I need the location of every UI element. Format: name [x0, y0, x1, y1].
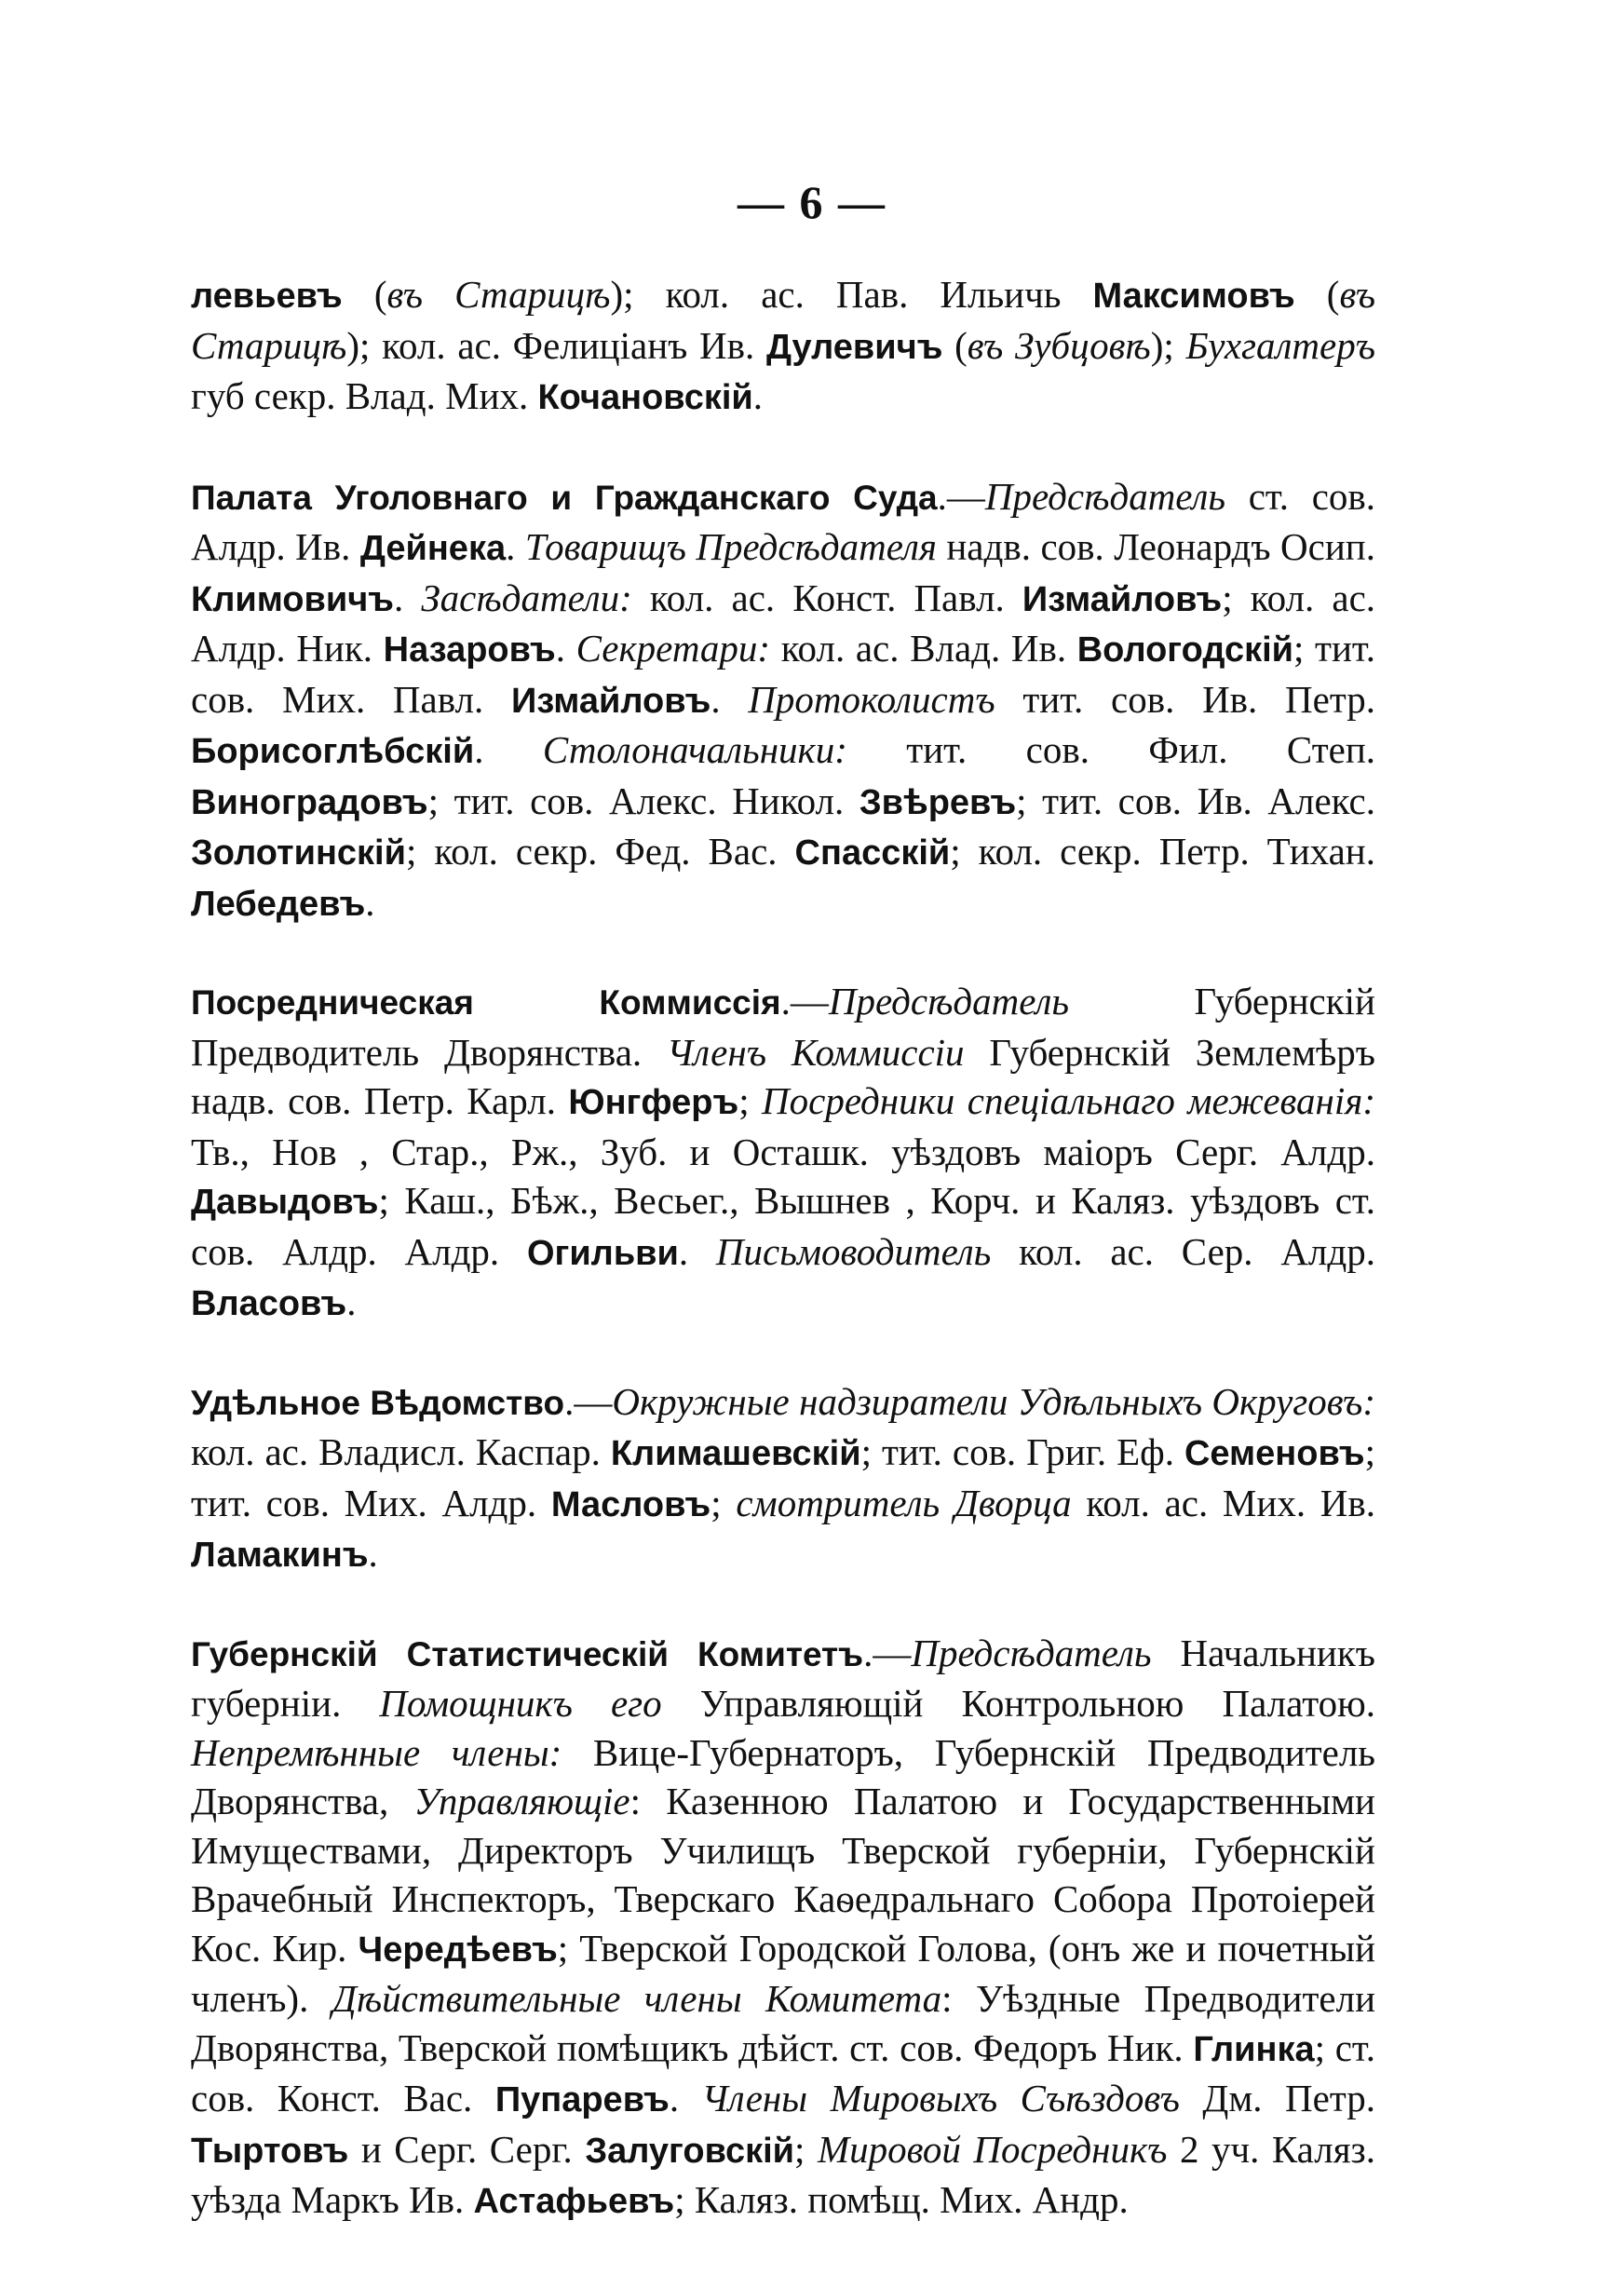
- italic-title: Секретари:: [575, 627, 771, 670]
- body-text: .: [669, 2077, 702, 2119]
- bold-surname: Власовъ: [191, 1284, 347, 1323]
- body-text: .—: [564, 1379, 613, 1423]
- body-text: ); кол. ас. Пав. Ильичь: [610, 273, 1093, 316]
- body-text: .: [506, 525, 525, 568]
- italic-title: Члены Мировыхъ Съѣздовъ: [701, 2077, 1180, 2119]
- italic-title: Бухгалтеръ: [1185, 323, 1376, 367]
- italic-title: Мировой Посредникъ: [817, 2127, 1168, 2171]
- body-text: .: [678, 1229, 716, 1273]
- italic-title: Управляющіе: [413, 1780, 630, 1822]
- italic-title: Непремѣнные члены:: [191, 1730, 562, 1774]
- body-text: .: [710, 677, 749, 721]
- bold-surname: Ламакинъ: [191, 1536, 369, 1575]
- paragraph-appanage-department: [191, 1377, 1375, 1580]
- body-text: );: [1150, 323, 1186, 367]
- bold-surname: Лебедевъ: [191, 884, 366, 924]
- bold-surname: Борисоглѣбскій: [191, 732, 475, 771]
- italic-title: Протоколистъ: [748, 677, 995, 721]
- bold-surname: Золотинскій: [191, 833, 406, 873]
- body-text: (: [342, 273, 387, 316]
- bold-surname: Климашевскій: [610, 1434, 861, 1473]
- bold-surname: Климовичъ: [191, 579, 394, 619]
- paragraph-mediation-commission: [191, 977, 1375, 1329]
- body-text: ; Каш., Бѣж., Весьег., Вышнев , Корч. и Каляз. уѣздовъ ст. сов. Алдр. Алдр.: [191, 1179, 1375, 1273]
- body-text: ;: [738, 1079, 763, 1122]
- body-text: : Уѣздные Предводители Дворянства, Тверской помѣщикъ дѣйст. ст. сов. Федоръ Ник.: [191, 1977, 1376, 2069]
- italic-title: Дѣйствительные члены Комитета: [332, 1977, 942, 2020]
- bold-surname: Залуговскій: [585, 2131, 795, 2171]
- body-text: ; тит. сов. Ив. Алекс.: [1016, 779, 1375, 822]
- bold-surname: Измайловъ: [511, 681, 711, 721]
- italic-title: смотритель Дворца: [736, 1481, 1072, 1524]
- body-text: кол. ас. Конст. Павл.: [631, 576, 1022, 619]
- italic-title: Окружные надзиратели Удѣльныхъ Округовъ:: [612, 1379, 1375, 1423]
- body-text: Вице-Губернаторъ, Губернскій Предводитель Дворянства,: [191, 1730, 1376, 1822]
- bold-surname: Вологодскій: [1076, 630, 1294, 670]
- body-text: (: [1294, 273, 1340, 316]
- body-text: .—: [937, 474, 985, 518]
- section-heading: Удѣльное Вѣдомство: [191, 1383, 565, 1422]
- section-heading: Посредническая Коммиссія: [191, 983, 781, 1022]
- body-text: .: [555, 627, 576, 670]
- italic-title: въ Зубцовѣ: [967, 323, 1151, 367]
- body-text: тит. сов. Фил. Степ.: [846, 728, 1376, 771]
- bold-surname: Глинка: [1193, 2029, 1315, 2069]
- italic-title: Членъ Коммиссіи: [667, 1030, 965, 1074]
- body-text: губ секр. Влад. Мих.: [191, 374, 538, 417]
- bold-surname: Измайловъ: [1022, 579, 1223, 619]
- body-text: ; тит. сов. Григ. Еф.: [860, 1430, 1184, 1473]
- body-text: ; ст. сов. Конст. Вас.: [191, 2025, 1375, 2119]
- body-text: .: [752, 374, 764, 417]
- body-text: : Казенною Палатою и Государственными Имуществами, Директоръ Училищъ Тверской губерніи, Губернскій Врачебный Инспекторъ, Тверскаго Каѳедральнаго Собора Протоіерей Кос. Кир.: [191, 1780, 1375, 1970]
- italic-title: Засѣдатели:: [421, 576, 632, 619]
- bold-surname: Астафьевъ: [473, 2182, 675, 2221]
- section-heading: Палата Уголовнаго и Гражданскаго Суда: [191, 478, 938, 517]
- body-text: тит. сов. Ив. Петр.: [995, 677, 1375, 721]
- body-text: ; кол. секр. Петр. Тихан.: [950, 830, 1375, 873]
- body-text: .: [346, 1280, 357, 1323]
- body-text: Дм. Петр.: [1179, 2077, 1376, 2119]
- body-text: кол. ас. Влад. Ив.: [770, 627, 1077, 670]
- bold-surname: Виноградовъ: [191, 782, 428, 822]
- italic-title: Товарищъ Предсѣдателя: [524, 525, 937, 568]
- bold-surname: Дулевичъ: [765, 327, 943, 367]
- italic-title: въ Старицѣ: [191, 273, 1375, 367]
- body-text: ; кол. ас. Алдр. Ник.: [191, 576, 1376, 670]
- body-text: ст. сов. Алдр. Ив.: [191, 474, 1376, 568]
- bold-surname: Тыртовъ: [191, 2131, 349, 2171]
- italic-title: Столоначальники:: [542, 728, 847, 771]
- body-text: Начальникъ губерніи.: [191, 1631, 1375, 1725]
- body-text: кол. ас. Мих. Ив.: [1071, 1481, 1375, 1524]
- body-text: ; Тверской Городской Голова, (онъ же и почетный членъ).: [191, 1926, 1376, 2020]
- body-text: ; тит. сов. Мих. Павл.: [191, 627, 1375, 721]
- bold-surname: Чередѣевъ: [358, 1930, 558, 1970]
- bold-surname: Дейнека: [359, 529, 507, 568]
- italic-title: Письмоводитель: [715, 1229, 992, 1273]
- italic-title: Посредники спеціальнаго межеванія:: [762, 1079, 1375, 1122]
- italic-title: Предсѣдатель: [911, 1631, 1152, 1674]
- paragraph-criminal-civil-court: [191, 472, 1375, 929]
- body-text: .—: [863, 1631, 912, 1674]
- bold-surname: Масловъ: [550, 1484, 711, 1524]
- body-text: Губернскій Землемѣръ надв. сов. Петр. Карл.: [191, 1030, 1375, 1122]
- bold-surname: Назаровъ: [383, 630, 556, 670]
- body-text: ); кол. ас. Фелиціанъ Ив.: [346, 323, 766, 367]
- bold-surname: Юнгферъ: [568, 1083, 739, 1122]
- body-text: кол. ас. Владисл. Каспар.: [191, 1430, 611, 1473]
- italic-title: Предсѣдатель: [984, 474, 1226, 518]
- paragraph-statistical-committee: [191, 1629, 1375, 2227]
- body-text: Управляющій Контрольною Палатою.: [661, 1682, 1376, 1725]
- italic-title: Предсѣдатель: [828, 980, 1069, 1022]
- page-number: — 6 —: [738, 176, 886, 228]
- body-text: ;: [710, 1481, 737, 1524]
- bold-surname: Давыдовъ: [191, 1183, 379, 1222]
- paragraph-staritsa-continuation: [191, 270, 1375, 423]
- body-text: ;: [794, 2127, 818, 2171]
- body-text: .: [394, 576, 422, 619]
- body-text: Тв., Нов , Стар., Рж., Зуб. и Осташк. уѣздовъ маіоръ Серг. Алдр.: [191, 1130, 1375, 1173]
- body-text: ; кол. секр. Фед. Вас.: [405, 830, 795, 873]
- page-body: [191, 270, 1375, 2275]
- body-text: .: [368, 1532, 378, 1575]
- bold-surname: Кочановскій: [537, 378, 753, 417]
- bold-surname: левьевъ: [191, 277, 343, 316]
- body-text: Губернскій Предводитель Дворянства.: [191, 980, 1375, 1074]
- bold-surname: Звѣревъ: [859, 782, 1017, 822]
- bold-surname: Максимовъ: [1092, 277, 1295, 316]
- body-text: кол. ас. Сер. Алдр.: [991, 1229, 1375, 1273]
- bold-surname: Спасскій: [794, 833, 951, 873]
- body-text: .: [365, 880, 375, 924]
- italic-title: Помощникъ его: [379, 1682, 662, 1725]
- body-text: (: [942, 323, 968, 367]
- bold-surname: Огильви: [526, 1233, 679, 1273]
- body-text: и Серг. Серг.: [348, 2127, 586, 2171]
- body-text: надв. сов. Леонардъ Осип.: [936, 525, 1375, 568]
- section-heading: Губернскій Статистическій Комитетъ: [191, 1634, 864, 1673]
- bold-surname: Семеновъ: [1184, 1434, 1365, 1473]
- italic-title: въ Старицѣ: [386, 273, 611, 316]
- bold-surname: Пупаревъ: [494, 2080, 670, 2119]
- body-text: ; тит. сов. Алекс. Никол.: [427, 779, 859, 822]
- body-text: ; тит. сов. Мих. Алдр.: [191, 1430, 1375, 1524]
- body-text: .: [474, 728, 543, 771]
- body-text: .—: [780, 980, 829, 1022]
- body-text: ; Каляз. помѣщ. Мих. Андр.: [674, 2178, 1129, 2221]
- body-text: 2 уч. Каляз. уѣзда Маркъ Ив.: [191, 2127, 1375, 2221]
